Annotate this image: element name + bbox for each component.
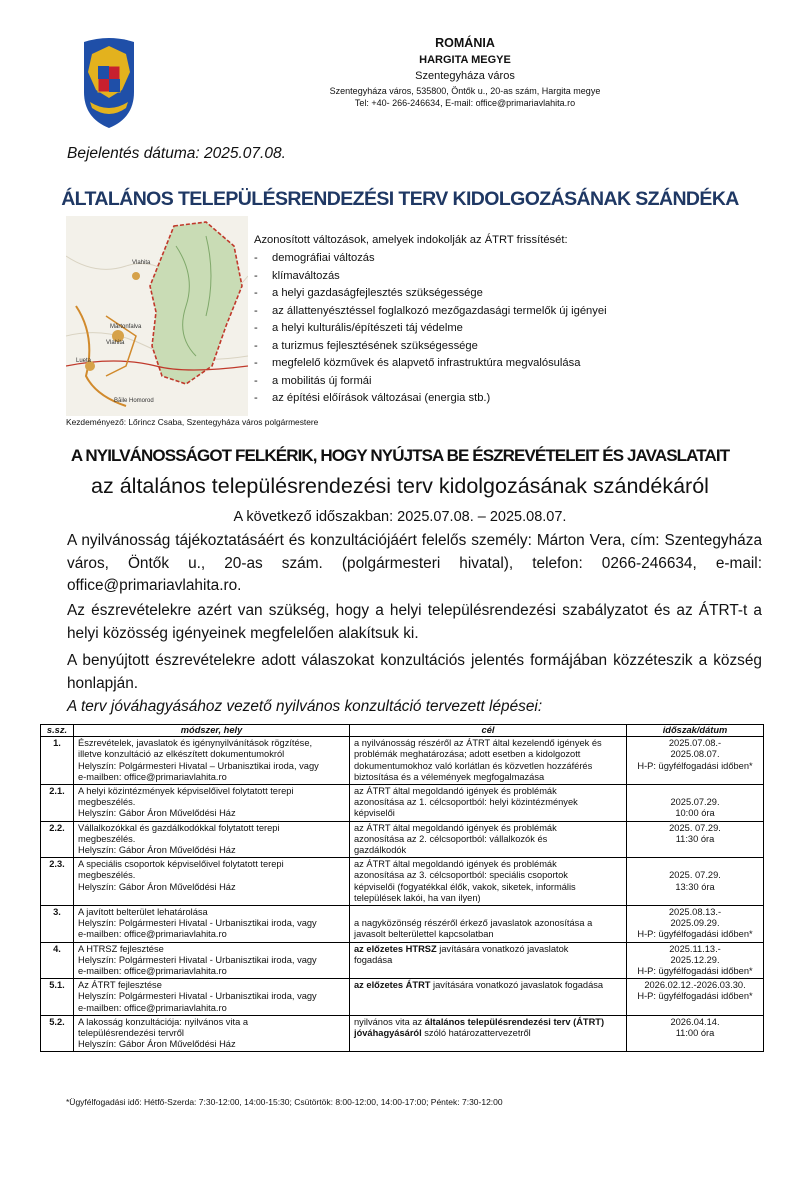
list-item: - az építési előírások változásai (energia stb.) [254,392,491,404]
call-subtitle: az általános településrendezési terv kidolgozásának szándékáról [91,474,709,498]
row-number: 5.2. [41,1015,74,1052]
header-country: ROMÁNIA [435,36,495,50]
contact-paragraph: A nyilvánosság tájékoztatásáért és konzultációjáért felelős személy: Márton Vera, cím: Szentegyháza város, Öntők u., 20-as szám. (polgármesteri hivatal), telefon: 0266-246634, e-mail: office@primariavlahita.ro. [67,532,762,594]
method-cell: A javított belterület lehatárolása Helyszín: Polgármesteri Hivatal - Urbanisztikai iroda, vagy e-mailben: office@primariavlahita.ro [74,906,350,943]
goal-cell: az előzetes HTRSZ javítására vonatkozó javaslatok fogadása [350,942,627,979]
list-item: - klímaváltozás [254,269,340,282]
table-row [41,737,764,785]
column-header: időszak/dátum [627,725,764,737]
method-cell: Észrevételek, javaslatok és igénynyilvánítások rögzítése, illetve konzultáció az elkészített dokumentumokról Helyszín: Polgármesteri Hivatal – Urbanisztikai iroda, vagy e-mailben: office@primariavlahita.ro [74,737,350,785]
list-item: - megfelelő közművek és alapvető infrastruktúra megvalósulása [254,357,581,369]
document-title: ÁLTALÁNOS TELEPÜLÉSRENDEZÉSI TERV KIDOLGOZÁSÁNAK SZÁNDÉKA [61,188,739,210]
period-cell: 2026.04.14. 11:00 óra [627,1015,764,1052]
map-label: Vlahita [106,340,125,346]
row-number: 3. [41,906,74,943]
table-row [41,858,764,906]
method-cell: A lakosság konzultációja: nyilvános vita a településrendezési tervről Helyszín: Gábor Áron Művelődési Ház [74,1015,350,1052]
list-item: - a helyi gazdaságfejlesztés szükségessége [254,287,483,299]
period-cell: 2025. 07.29. 13:30 óra [627,858,764,906]
table-row [41,821,764,858]
method-cell: A helyi közintézmények képviselőivel folytatott terepi megbeszélés. Helyszín: Gábor Áron Művelődési Ház [74,785,350,822]
table-header-row [41,725,764,737]
announcement-date: Bejelentés dátuma: 2025.07.08. [67,145,286,162]
office-hours-footnote: *Ügyfélfogadási idő: Hétfő-Szerda: 7:30-12:00, 14:00-15:30; Csütörtök: 8:00-12:00, 14:00-17:00; Péntek: 7:30-12:00 [66,1097,503,1107]
list-item: - a mobilitás új formái [254,374,372,387]
column-header: s.sz. [41,725,74,737]
period-cell: 2025. 07.29. 11:30 óra [627,821,764,858]
changes-list [254,250,607,408]
table-row [41,1015,764,1052]
purpose-paragraph: Az észrevételekre azért van szükség, hogy a helyi településrendezési szabályzatot és az ÁTRT-t a helyi közösség igényeinek megfelelően alakítsuk ki. [67,602,762,642]
map-label: Vlahita [132,260,151,266]
header-contact: Tel: +40- 266-246634, E-mail: office@primariavlahita.ro [354,98,576,108]
goal-cell: az előzetes ÁTRT javítására vonatkozó javaslatok fogadása [350,979,627,1016]
method-cell: Vállalkozókkal és gazdálkodókkal folytatott terepi megbeszélés. Helyszín: Gábor Áron Művelődési Ház [74,821,350,858]
responses-paragraph: A benyújtott észrevételekre adott válaszokat konzultációs jelentés formájában közzéteszik a község honlapján. [67,652,762,692]
goal-cell: az ÁTRT által megoldandó igények és problémák azonosítása az 2. célcsoportból: vállalkozók és gazdálkodók [350,821,627,858]
coat-of-arms-icon [76,32,142,130]
table-row [41,979,764,1016]
row-number: 2.3. [41,858,74,906]
map-label: Lueta [76,358,92,364]
table-row [41,942,764,979]
goal-cell: nyilvános vita az általános településrendezési terv (ÁTRT) jóváhagyásáról szóló határozattervezetről [350,1015,627,1052]
period-cell: 2025.11.13.- 2025.12.29. H-P: ügyfélfogadási időben* [627,942,764,979]
row-number: 1. [41,737,74,785]
list-item: - demográfiai változás [254,252,375,264]
table-row [41,906,764,943]
goal-cell: az ÁTRT által megoldandó igények és problémák azonosítása az 1. célcsoportból: helyi közintézmények képviselői [350,785,627,822]
list-item: - az állattenyésztéssel foglalkozó mezőgazdasági termelők új igényei [254,304,607,317]
map-label: Băile Homorod [114,398,154,404]
header-county: HARGITA MEGYE [419,54,511,66]
row-number: 4. [41,942,74,979]
header-town: Szentegyháza város [415,70,515,82]
call-title: A NYILVÁNOSSÁGOT FELKÉRIK, HOGY NYÚJTSA BE ÉSZREVÉTELEIT ÉS JAVASLATAIT [70,446,730,465]
territory-map-image [66,216,248,416]
goal-cell: az ÁTRT által megoldandó igények és problémák azonosítása az 3. célcsoportból: speciális csoportok képviselői (fogyatékkal élők, vakok, siketek, informális települések lakói, ha van ilyen) [350,858,627,906]
period-cell: 2025.08.13.- 2025.09.29. H-P: ügyfélfogadási időben* [627,906,764,943]
consultation-schedule-table [40,724,764,1052]
row-number: 5.1. [41,979,74,1016]
method-cell: A HTRSZ fejlesztése Helyszín: Polgármesteri Hivatal - Urbanisztikai iroda, vagy e-mailben: office@primariavlahita.ro [74,942,350,979]
consultation-period: A következő időszakban: 2025.07.08. – 2025.08.07. [233,509,567,525]
list-item: - a turizmus fejlesztésének szükségessége [254,339,478,352]
goal-cell: a nagyközönség részéről érkező javaslatok azonosítása a javasolt belterülettel kapcsolatban [350,906,627,943]
period-cell: 2025.07.08.- 2025.08.07. H-P: ügyfélfogadási időben* [627,737,764,785]
row-number: 2.2. [41,821,74,858]
table-row [41,785,764,822]
column-header: cél [350,725,627,737]
period-cell: 2025.07.29. 10:00 óra [627,785,764,822]
method-cell: Az ÁTRT fejlesztése Helyszín: Polgármesteri Hivatal - Urbanisztikai iroda, vagy e-mailben: office@primariavlahita.ro [74,979,350,1016]
goal-cell: a nyilvánosság részéről az ÁTRT által kezelendő igények és problémák meghatározása; adott esetben a kidolgozott dokumentumokhoz való korlátlan és közvetlen hozzáférés biztosítása és a vélemények megfogalmazása [350,737,627,785]
steps-title: A terv jóváhagyásához vezető nyilvános konzultáció tervezett lépései: [67,698,543,715]
initiator-note: Kezdeményező: Lőrincz Csaba, Szentegyháza város polgármestere [66,417,319,427]
column-header: módszer, hely [74,725,350,737]
changes-intro: Azonosított változások, amelyek indokolják az ÁTRT frissítését: [254,234,568,246]
period-cell: 2026.02.12.-2026.03.30. H-P: ügyfélfogadási időben* [627,979,764,1016]
row-number: 2.1. [41,785,74,822]
list-item: - a helyi kulturális/építészeti táj védelme [254,322,463,334]
map-label: Mărtonfalva [110,324,142,330]
method-cell: A speciális csoportok képviselőivel folytatott terepi megbeszélés. Helyszín: Gábor Áron Művelődési Ház [74,858,350,906]
header-address: Szentegyháza város, 535800, Öntők u., 20-as szám, Hargita megye [329,86,601,96]
